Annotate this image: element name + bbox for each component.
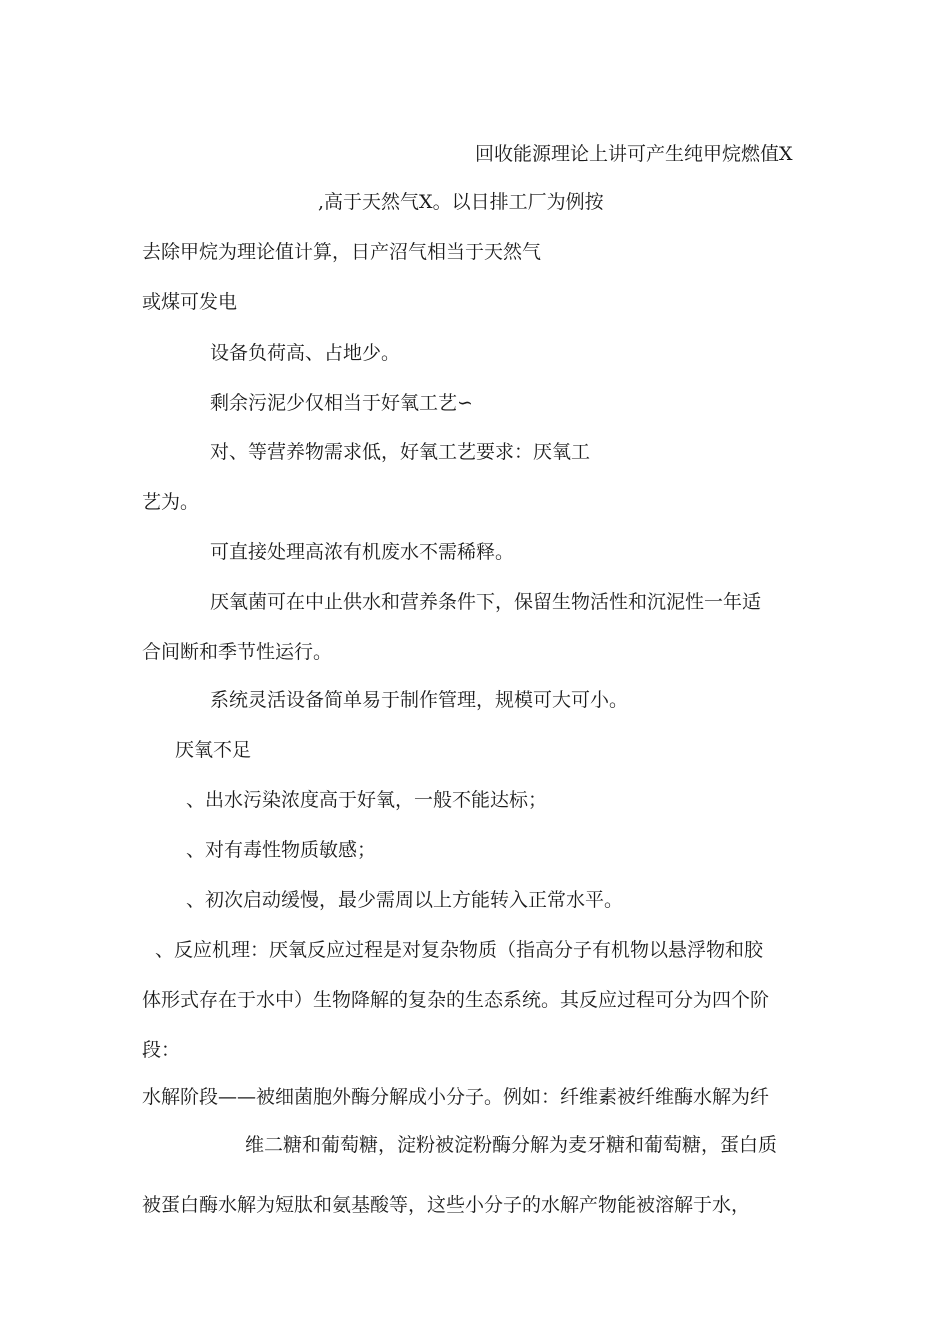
text-line-3: 去除甲烷为理论值计算，日产沼气相当于天然气 (142, 241, 542, 263)
text-line-19: 段： (142, 1039, 181, 1061)
list-item: 、出水污染浓度高于好氧，一般不能达标； (186, 789, 548, 811)
text-line-11: 合间断和季节性运行。 (142, 641, 333, 663)
text-line-8: 艺为。 (142, 491, 200, 513)
text-line-22: 被蛋白酶水解为短肽和氨基酸等，这些小分子的水解产物能被溶解于水， (142, 1194, 751, 1216)
text-line-5: 设备负荷高、占地少。 (210, 342, 401, 364)
text-line-18: 体形式存在于水中）生物降解的复杂的生态系统。其反应过程可分为四个阶 (142, 989, 770, 1011)
list-item: 、对有毒性物质敏感； (186, 839, 377, 861)
text-line-17: 、反应机理：厌氧反应过程是对复杂物质（指高分子有机物以悬浮物和胶 (155, 939, 764, 961)
text-line-6: 剩余污泥少仅相当于好氧工艺∽ (210, 392, 473, 414)
section-heading: 厌氧不足 (175, 739, 252, 761)
text-line-21: 维二糖和葡萄糖，淀粉被淀粉酶分解为麦牙糖和葡萄糖，蛋白质 (245, 1134, 778, 1156)
text-line-1: 回收能源理论上讲可产生纯甲烷燃值Ⅹ (475, 143, 793, 165)
text-line-20: 水解阶段——被细菌胞外酶分解成小分子。例如：纤维素被纤维酶水解为纤 (142, 1086, 770, 1108)
text-line-7: 对、等营养物需求低，好氧工艺要求：厌氧工 (210, 441, 591, 463)
list-item: 、初次启动缓慢，最少需周以上方能转入正常水平。 (186, 889, 624, 911)
text-line-4: 或煤可发电 (142, 291, 238, 313)
text-line-10: 厌氧菌可在中止供水和营养条件下，保留生物活性和沉泥性一年适 (210, 591, 762, 613)
text-line-12: 系统灵活设备简单易于制作管理，规模可大可小。 (210, 689, 629, 711)
text-line-9: 可直接处理高浓有机废水不需稀释。 (210, 541, 515, 563)
text-line-2: ,高于天然气Ⅹ。以日排工厂为例按 (318, 191, 604, 213)
